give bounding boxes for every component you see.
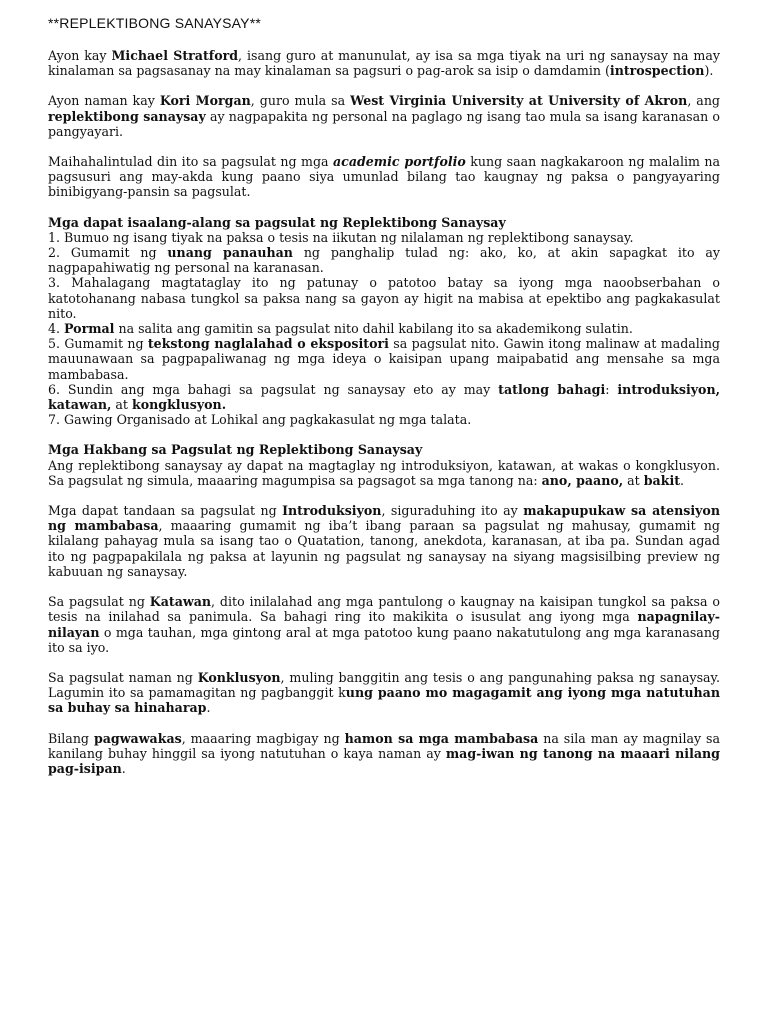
text: , maaaring gumamit ng iba’t ibang paraan sa pagsulat ng mahusay, gumamit ng kilalang pahayag mula sa isang tao o Quatation, tanong, anekdota, karanasan, at iba pa. Sundan agad ito ng pagpapakilala ng paksa at layunin ng pagsulat ng sanaysay na siyang magsisilbing preview ng kabuuan ng sanaysay. <box>48 518 720 579</box>
bold-text: napagnilay- nilayan <box>48 609 720 640</box>
bold-text: kongklusyon. <box>131 397 227 413</box>
bold-text: Introduksiyon <box>282 503 382 519</box>
text: . <box>680 472 685 488</box>
bold-text: Kori Morgan <box>159 93 251 109</box>
section-heading: Mga dapat isaalang-alang sa pagsulat ng Replektibong Sanaysay <box>48 214 506 230</box>
bold-text: Katawan <box>149 594 212 610</box>
text: , maaaring magbigay ng <box>181 730 345 746</box>
text: . <box>206 700 211 716</box>
bold-text: introspection <box>609 63 705 79</box>
text: 4. <box>48 321 65 337</box>
bold-text: unang panauhan <box>167 245 293 261</box>
text: at <box>623 472 644 488</box>
text: , dito inilalahad ang mga pantulong o kaugnay na kaisipan tungkol sa paksa o tesis na inilahad sa panimula. Sa bahagi ring ito makikita o isusulat ang iyong mga <box>48 594 720 625</box>
bold-text: makapupukaw sa atensiyon ng mambabasa <box>48 503 720 534</box>
text: 2. Gumamit ng <box>48 245 168 261</box>
bold-text: tekstong naglalahad o ekspositori <box>147 336 389 352</box>
text: . <box>121 760 126 776</box>
text: , muling banggitin ang tesis o ang pangunahing paksa ng sanaysay. Lagumin ito sa pamamagitan ng pagbanggit k <box>48 669 720 701</box>
bold-text: mag-iwan ng tanong na maaari nilang pag-isipan <box>48 745 720 776</box>
document-title: **REPLEKTIBONG SANAYSAY** <box>48 15 261 31</box>
text: Ayon naman kay <box>48 93 160 109</box>
bold-text: pagwawakas <box>93 730 182 746</box>
text: : <box>605 381 618 397</box>
text: Mga dapat tandaan sa pagsulat ng <box>48 503 283 519</box>
list-item <box>48 321 720 336</box>
text: o mga tauhan, mga gintong aral at mga patotoo kung paano nakatutulong ang mga karanasang ito sa iyo. <box>48 624 720 655</box>
bold-text: Pormal <box>64 321 115 337</box>
paragraph-morgan <box>48 93 720 139</box>
text: , ang <box>687 93 720 109</box>
text: sa pagsulat nito. Gawin itong malinaw at madaling mauunawaan sa pagpapaliwanag ng mga ideya o kaisipan upang maipabatid ang mensahe sa mga mambabasa. <box>48 336 720 382</box>
list-item <box>48 382 720 412</box>
text: , siguraduhing ito ay <box>381 503 524 519</box>
text: ng panghalip tulad ng: ako, ko, at akin sapagkat ito ay nagpapahiwatig ng personal na karanasan. <box>48 245 720 276</box>
text: ). <box>704 63 714 79</box>
bold-text: replektibong sanaysay <box>48 108 206 124</box>
text: 5. Gumamit ng <box>48 336 148 352</box>
paragraph-body <box>48 594 720 655</box>
list-item: 7. Gawing Organisado at Lohikal ang pagkakasulat ng mga talata. <box>48 412 472 428</box>
text: ay nagpapakita ng personal na paglago ng isang tao mula sa isang karanasan o pangyayari. <box>48 108 720 139</box>
section-heading: Mga Hakbang sa Pagsulat ng Replektibong Sanaysay <box>48 442 423 458</box>
text: Sa pagsulat naman ng <box>48 669 198 685</box>
bold-text: ung paano mo magagamit ang iyong mga natutuhan sa buhay sa hinaharap <box>48 685 720 716</box>
text: at <box>111 397 132 413</box>
bold-text: tatlong bahagi <box>498 381 606 397</box>
section-considerations <box>48 215 720 428</box>
text: , isang guro at manunulat, ay isa sa mga tiyak na uri ng sanaysay na may kinalaman sa pagsasanay na may kinalaman sa pagsuri o pag-arok sa isip o damdamin ( <box>48 48 720 79</box>
text: na salita ang gamitin sa pagsulat nito dahil kabilang ito sa akademikong sulatin. <box>114 321 633 337</box>
text: na sila man ay magnilay sa kanilang buhay hinggil sa iyong natutuhan o kaya naman ay <box>48 730 720 761</box>
text: Bilang <box>48 730 94 746</box>
paragraph-steps <box>48 458 720 488</box>
paragraph-stratford <box>48 48 720 78</box>
list-item: 3. Mahalagang magtataglay ito ng patunay o patotoo batay sa iyong mga naoobserbahan o katotohanang nabasa tungkol sa paksa nang sa gayon ay higit na mabisa at epektibo ang pagkakasulat nito. <box>48 275 720 321</box>
bold-text: ano, paano, <box>541 472 624 488</box>
bold-text: hamon sa mga mambabasa <box>344 730 539 746</box>
text: Ang replektibong sanaysay ay dapat na magtaglay ng introduksiyon, katawan, at wakas o kongklusyon. Sa pagsulat ng simula, maaaring magumpisa sa pagsagot sa mga tanong na: <box>48 457 720 488</box>
section-steps <box>48 442 720 488</box>
list-item <box>48 245 720 275</box>
text: Ayon kay <box>48 48 112 63</box>
list-item <box>48 336 720 382</box>
paragraph-conclusion <box>48 670 720 716</box>
bold-italic-text: academic portfolio <box>332 154 466 170</box>
bold-text: Michael Stratford <box>111 48 239 63</box>
bold-text: West Virginia University at University of Akron <box>350 93 688 109</box>
bold-text: Konklusyon <box>197 669 281 685</box>
text: , guro mula sa <box>250 93 351 109</box>
paragraph-introduction <box>48 503 720 579</box>
bold-text: bakit <box>643 472 681 488</box>
text: Maihahalintulad din ito sa pagsulat ng mga <box>48 154 333 170</box>
text: kung saan nagkakaroon ng malalim na pagsusuri ang may-akda kung paano siya umunlad bilang tao kaugnay ng paksa o pangyayaring binibigyang-pansin sa pagsulat. <box>48 154 720 200</box>
paragraph-ending <box>48 731 720 777</box>
text: Sa pagsulat ng <box>48 594 150 610</box>
paragraph-portfolio <box>48 154 720 200</box>
list-item: 1. Bumuo ng isang tiyak na paksa o tesis na iikutan ng nilalaman ng replektibong sanaysay. <box>48 229 634 245</box>
bold-text: introduksiyon, katawan, <box>48 381 720 413</box>
text: 6. Sundin ang mga bahagi sa pagsulat ng sanaysay eto ay may <box>48 381 499 397</box>
document-page <box>48 14 720 791</box>
